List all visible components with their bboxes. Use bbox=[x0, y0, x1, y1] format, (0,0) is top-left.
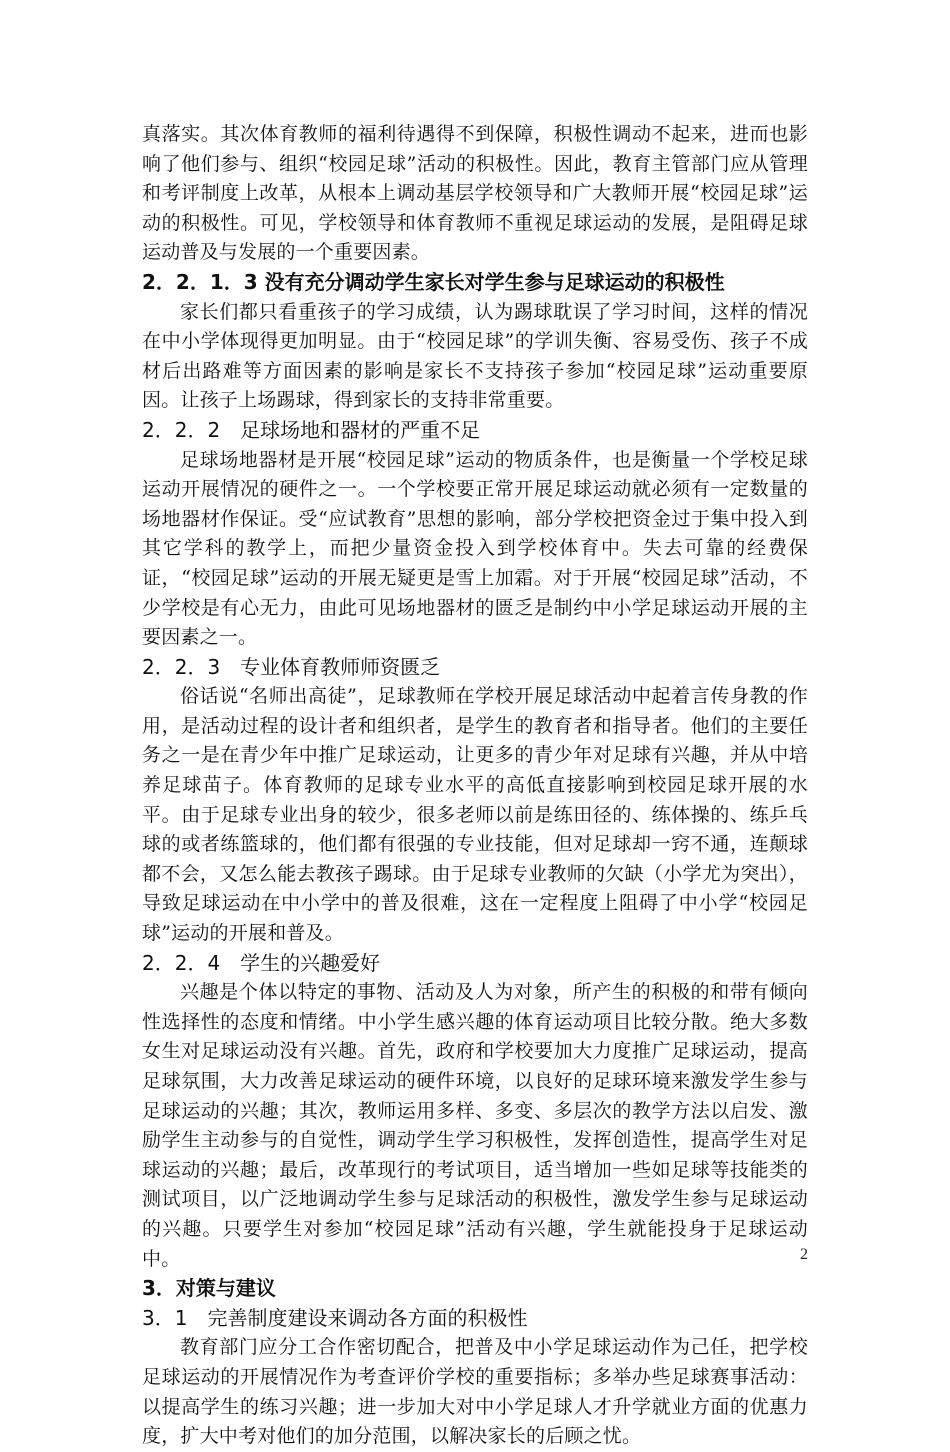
heading-2-2-4: 2．2．4 学生的兴趣爱好 bbox=[142, 950, 381, 975]
paragraph-3-1: 教育部门应分工合作密切配合，把普及中小学足球运动作为己任，把学校足球运动的开展情况作为考查评价学校的重要指标；多举办些足球赛事活动：以提高学生的练习兴趣；进一步加大对中小学足球人才升学就业方面的优惠力度，扩大中考对他们的加分范围，以解决家长的后顾之忧。 bbox=[142, 1336, 808, 1448]
page-number: 2 bbox=[800, 1246, 808, 1263]
paragraph-2-2-3: 俗话说“名师出高徒”，足球教师在学校开展足球活动中起着言传身教的作用，是活动过程的设计者和组织者，是学生的教育者和指导者。他们的主要任务之一是在青少年中推广足球运动，让更多的青少年对足球有兴趣，并从中培养足球苗子。体育教师的足球专业水平的高低直接影响到校园足球开展的水平。由于足球专业出身的较少，很多老师以前是练田径的、练体操的、练乒乓球的或者练篮球的，他们都有很强的专业技能，但对足球却一窍不通，连颠球都不会，又怎么能去教孩子踢球。由于足球专业教师的欠缺（小学尤为突出），导致足球运动在中小学中的普及很难，这在一定程度上阻碍了中小学“校园足球”运动的开展和普及。 bbox=[142, 685, 808, 945]
heading-3-1: 3．1 完善制度建设来调动各方面的积极性 bbox=[142, 1305, 528, 1330]
document-body bbox=[142, 120, 808, 1452]
heading-2-2-1-3: 2．2．1．3 没有充分调动学生家长对学生参与足球运动的积极性 bbox=[142, 269, 725, 294]
paragraph-2-2-1-3: 家长们都只看重孩子的学习成绩，认为踢球耽误了学习时间，这样的情况在中小学体现得更加明显。由于“校园足球”的学训失衡、容易受伤、孩子不成材后出路难等方面因素的影响是家长不支持孩子参加“校园足球”运动重要原因。让孩子上场踢球，得到家长的支持非常重要。 bbox=[142, 300, 808, 412]
paragraph-2-2-2: 足球场地器材是开展“校园足球”运动的物质条件，也是衡量一个学校足球运动开展情况的硬件之一。一个学校要正常开展足球运动就必须有一定数量的场地器材作保证。受“应试教育”思想的影响，部分学校把资金过于集中投入到其它学科的教学上，而把少量资金投入到学校体育中。失去可靠的经费保证，“校园足球”运动的开展无疑更是雪上加霜。对于开展“校园足球”活动，不少学校是有心无力，由此可见场地器材的匮乏是制约中小学足球运动开展的主要因素之一。 bbox=[142, 448, 808, 649]
paragraph-intro: 真落实。其次体育教师的福利待遇得不到保障，积极性调动不起来，进而也影响了他们参与、组织“校园足球”活动的积极性。因此，教育主管部门应从管理和考评制度上改革，从根本上调动基层学校领导和广大教师开展“校园足球”运动的积极性。可见，学校领导和体育教师不重视足球运动的发展，是阻碍足球运动普及与发展的一个重要因素。 bbox=[142, 123, 808, 264]
heading-2-2-3: 2．2．3 专业体育教师师资匮乏 bbox=[142, 654, 441, 679]
heading-2-2-2: 2．2．2 足球场地和器材的严重不足 bbox=[142, 417, 481, 442]
paragraph-2-2-4: 兴趣是个体以特定的事物、活动及人为对象，所产生的积极的和带有倾向性选择性的态度和情绪。中小学生感兴趣的体育运动项目比较分散。绝大多数女生对足球运动没有兴趣。首先，政府和学校要加大力度推广足球运动，提高足球氛围，大力改善足球运动的硬件环境，以良好的足球环境来激发学生参与足球运动的兴趣；其次，教师运用多样、多变、多层次的教学方法以启发、激励学生主动参与的自觉性，调动学生学习积极性，发挥创造性，提高学生对足球运动的兴趣；最后，改革现行的考试项目，适当增加一些如足球等技能类的测试项目，以广泛地调动学生参与足球活动的积极性，激发学生参与足球运动的兴趣。只要学生对参加“校园足球”活动有兴趣，学生就能投身于足球运动中。 bbox=[142, 981, 808, 1270]
heading-3: 3．对策与建议 bbox=[142, 1276, 276, 1301]
